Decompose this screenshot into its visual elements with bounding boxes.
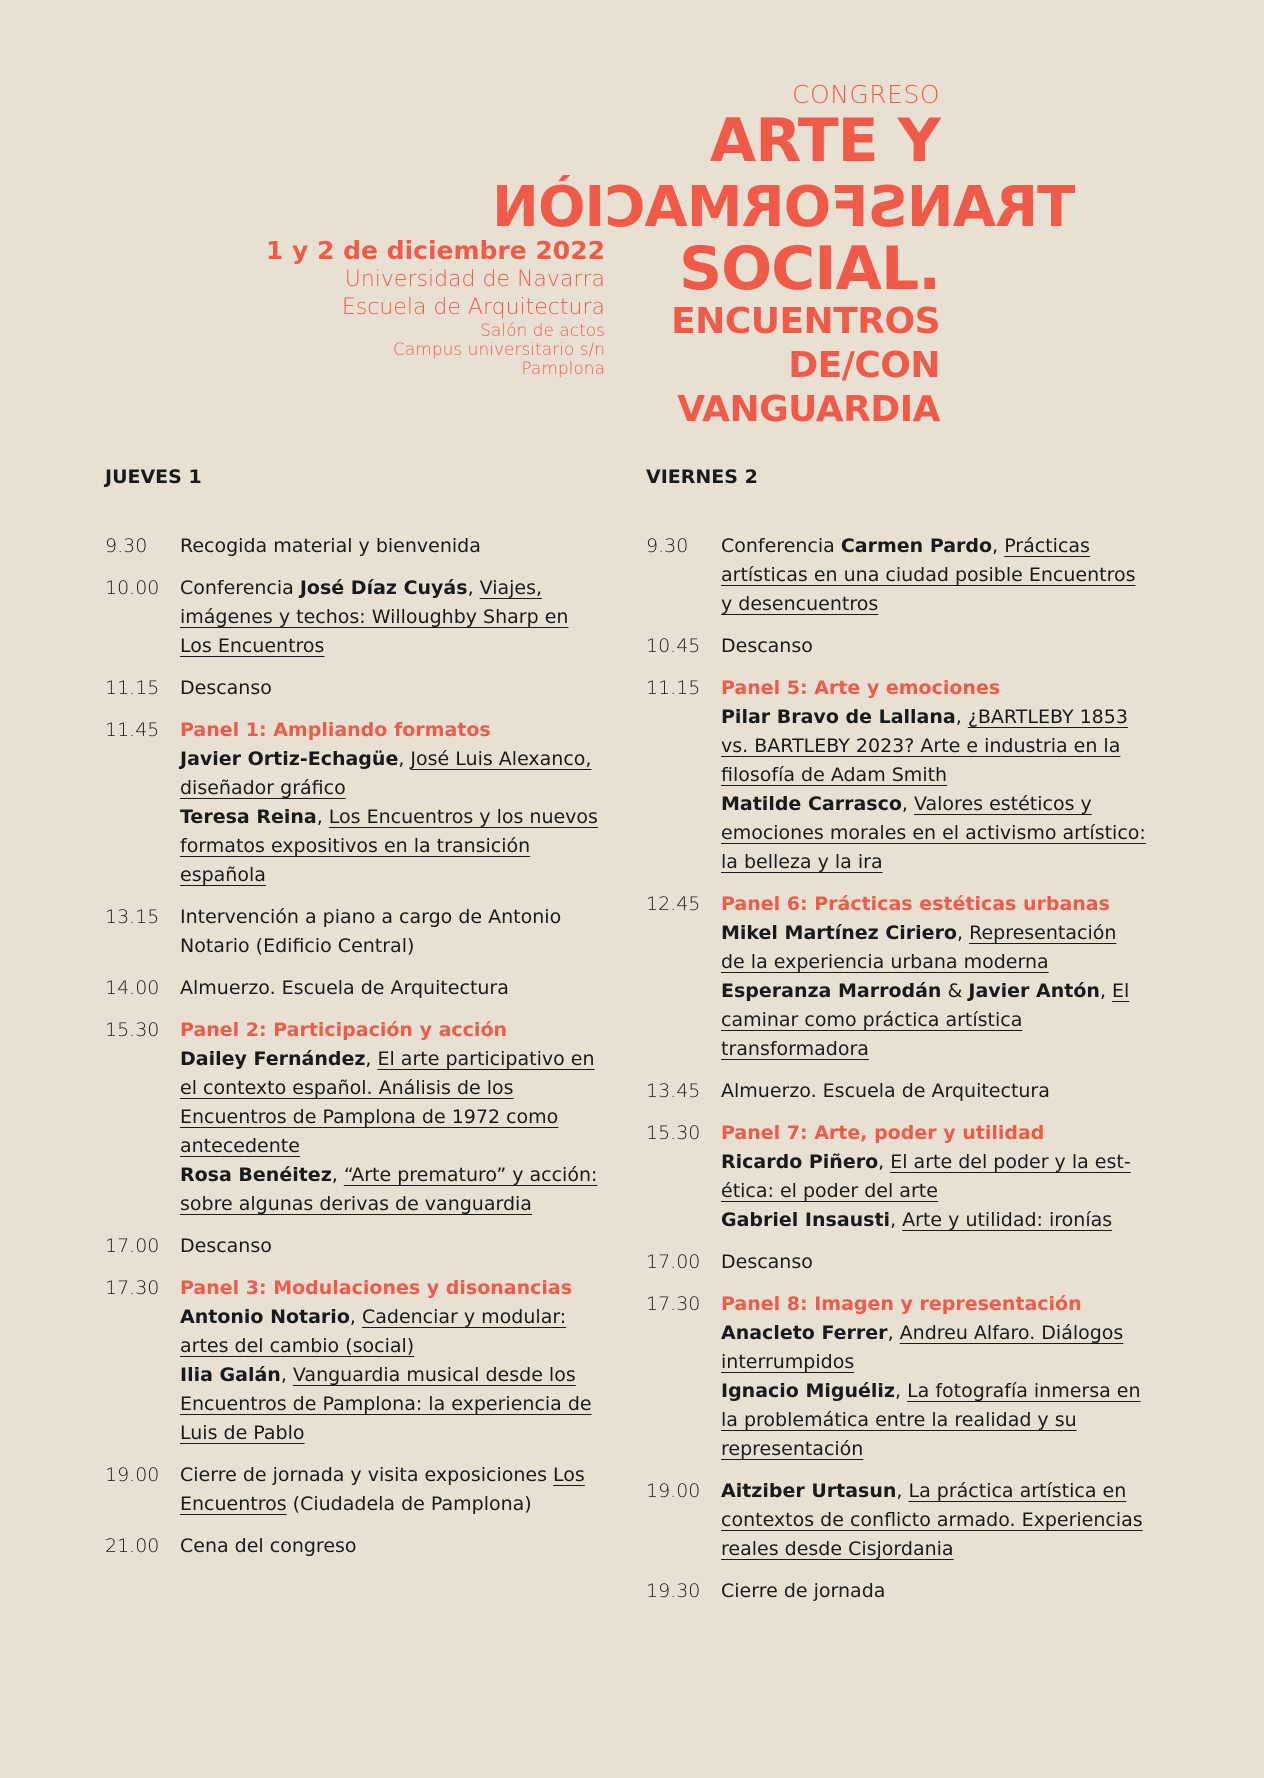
schedule-slot xyxy=(646,890,1146,1064)
panel-talk: Ignacio Miguéliz, La fotografía inmersa en la problemática entre la realidad y su representación xyxy=(721,1380,1141,1460)
slot-body xyxy=(180,1461,605,1519)
schedule-slot xyxy=(646,1077,1146,1106)
slot-text: Descanso xyxy=(180,677,272,699)
speaker-name: Ilia Galán xyxy=(180,1364,281,1386)
panel-title: Panel 5: Arte y emociones xyxy=(721,677,1001,699)
talk-title[interactable]: Cadenciar y modular: artes del cambio (social) xyxy=(180,1306,567,1357)
talk-title[interactable]: José Luis Alexanco, diseñador gráfico xyxy=(180,748,592,799)
speaker-name: Gabriel Insausti xyxy=(721,1209,891,1231)
speaker-name: Javier Antón xyxy=(968,980,1100,1002)
schedule-slot xyxy=(105,716,605,890)
venue-line-1: Universidad de Navarra xyxy=(344,267,605,292)
slot-body xyxy=(180,1016,605,1219)
panel-talk: Gabriel Insausti, Arte y utilidad: ironías xyxy=(721,1209,1113,1231)
slot-prefix: Cierre de jornada y visita exposiciones xyxy=(180,1464,554,1486)
panel-talk: Teresa Reina, Los Encuentros y los nuevos formatos expositivos en la transición española xyxy=(180,806,598,886)
slot-time: 13.15 xyxy=(105,906,160,928)
title-line-1: ARTE Y xyxy=(709,106,940,176)
address-line-1: Salón de actos xyxy=(480,321,605,341)
panel-title: Panel 8: Imagen y representación xyxy=(721,1293,1082,1315)
slot-body xyxy=(721,1119,1146,1235)
slot-body xyxy=(180,903,605,961)
slot-text: Descanso xyxy=(180,1235,272,1257)
panel-title: Panel 3: Modulaciones y disonancias xyxy=(180,1277,573,1299)
day-title: VIERNES 2 xyxy=(646,466,758,488)
slot-body xyxy=(180,1274,605,1448)
title-line-3: SOCIAL. xyxy=(678,234,940,304)
schedule-slot xyxy=(105,903,605,961)
mirrored-title-wrap xyxy=(370,175,1075,240)
slot-time: 21.00 xyxy=(105,1535,160,1557)
slot-prefix: Conferencia xyxy=(180,577,300,599)
speaker-name: Matilde Carrasco xyxy=(721,793,902,815)
slot-text: Descanso xyxy=(721,635,813,657)
speaker-name: José Díaz Cuyás xyxy=(299,577,468,599)
speaker-name: Carmen Pardo xyxy=(840,535,993,557)
schedule-slot xyxy=(105,1461,605,1519)
slot-body xyxy=(721,632,1146,661)
speaker-name: Aitziber Urtasun xyxy=(721,1480,897,1502)
slot-body xyxy=(180,1532,605,1561)
slot-time: 9.30 xyxy=(646,535,689,557)
slot-time: 15.30 xyxy=(105,1019,160,1041)
schedule-slot xyxy=(105,1232,605,1261)
slot-body: Conferencia Carmen Pardo, Prácticas artísticas en una ciudad posible Encuentros y desencuentros xyxy=(721,535,1136,615)
speaker-name: Mikel Martínez Ciriero xyxy=(721,922,957,944)
schedule-slot xyxy=(646,1119,1146,1235)
panel-talk: Ilia Galán, Vanguardia musical desde los Encuentros de Pamplona: la experiencia de Luis de Pablo xyxy=(180,1364,592,1444)
slot-time: 15.30 xyxy=(646,1122,701,1144)
slot-time: 11.45 xyxy=(105,719,160,741)
schedule-slot xyxy=(646,1248,1146,1277)
talk-title[interactable]: El arte del poder y la est-ética: el poder del arte xyxy=(721,1151,1131,1202)
panel-talk: Antonio Notario, Cadenciar y modular: artes del cambio (social) xyxy=(180,1306,567,1357)
panel-title: Panel 7: Arte, poder y utilidad xyxy=(721,1122,1045,1144)
slot-time: 11.15 xyxy=(105,677,160,699)
panel-title: Panel 6: Prácticas estéticas urbanas xyxy=(721,893,1110,915)
slot-time: 17.30 xyxy=(646,1293,701,1315)
slot-body xyxy=(721,890,1146,1064)
slot-body xyxy=(721,1577,1146,1606)
speaker-name: Anacleto Ferrer xyxy=(721,1322,888,1344)
event-date: 1 y 2 de diciembre 2022 xyxy=(265,236,605,265)
talk-title[interactable]: Andreu Alfaro. Diálogos interrumpidos xyxy=(721,1322,1124,1373)
schedule-list xyxy=(646,532,1146,1606)
speaker-name: Ricardo Piñero xyxy=(721,1151,879,1173)
slot-body xyxy=(721,1290,1146,1464)
slot-body xyxy=(721,1248,1146,1277)
slot-time: 10.00 xyxy=(105,577,160,599)
day-title: JUEVES 1 xyxy=(105,466,202,488)
slot-body: Conferencia José Díaz Cuyás, Viajes, imágenes y techos: Willoughby Sharp en Los Encuentros xyxy=(180,577,569,657)
title-block xyxy=(600,80,940,176)
speaker-joiner: & xyxy=(941,980,969,1002)
schedule-slot xyxy=(105,1532,605,1561)
slot-body: Aitziber Urtasun, La práctica artística en contextos de conflicto armado. Experiencias reales desde Cisjordania xyxy=(721,1480,1143,1560)
event-info xyxy=(240,236,605,379)
slot-text: Cierre de jornada xyxy=(721,1580,886,1602)
slot-body xyxy=(180,974,605,1003)
slot-body xyxy=(180,532,605,561)
panel-talk: Pilar Bravo de Lallana, ¿BARTLEBY 1853 vs. BARTLEBY 2023? Arte e industria en la filosofía de Adam Smith xyxy=(721,706,1128,786)
slot-time: 10.45 xyxy=(646,635,701,657)
panel-talk: Matilde Carrasco, Valores estéticos y emociones morales en el activismo artístico: la belleza y la ira xyxy=(721,793,1146,873)
panel-title: Panel 1: Ampliando formatos xyxy=(180,719,491,741)
talk-title[interactable]: ¿BARTLEBY 1853 vs. BARTLEBY 2023? Arte e industria en la filosofía de Adam Smith xyxy=(721,706,1128,786)
talk-title[interactable]: El arte participativo en el contexto español. Análisis de los Encuentros de Pamplona de 1972 como antecedente xyxy=(180,1048,595,1157)
slot-body xyxy=(721,1077,1146,1106)
slot-time: 17.00 xyxy=(646,1251,701,1273)
panel-talk: Javier Ortiz-Echagüe, José Luis Alexanco, diseñador gráfico xyxy=(180,748,592,799)
schedule-list xyxy=(105,532,605,1561)
schedule-slot xyxy=(646,1577,1146,1606)
subtitle-line-1: ENCUENTROS xyxy=(671,301,940,342)
talk-title[interactable]: El caminar como práctica artística transformadora xyxy=(721,980,1130,1060)
talk-title[interactable]: Prácticas artísticas en una ciudad posible Encuentros y desencuentros xyxy=(721,535,1136,615)
slot-text: Almuerzo. Escuela de Arquitectura xyxy=(721,1080,1050,1102)
panel-talk: Anacleto Ferrer, Andreu Alfaro. Diálogos interrumpidos xyxy=(721,1322,1124,1373)
speaker-name: Teresa Reina xyxy=(180,806,317,828)
slot-time: 17.30 xyxy=(105,1277,160,1299)
title-line-2-mirrored: TRANSFORMACIÒN xyxy=(492,175,1075,240)
slot-time: 13.45 xyxy=(646,1080,701,1102)
slot-body xyxy=(721,674,1146,877)
schedule-slot xyxy=(105,574,605,661)
panel-talk: Esperanza Marrodán & Javier Antón, El caminar como práctica artística transformadora xyxy=(721,980,1130,1060)
talk-title[interactable]: Viajes, imágenes y techos: Willoughby Sharp en Los Encuentros xyxy=(180,577,569,657)
exhibition-link[interactable]: Los Encuentros xyxy=(180,1464,585,1515)
day-friday xyxy=(646,462,1146,1619)
slot-time: 19.00 xyxy=(646,1480,701,1502)
talk-title[interactable]: Arte y utilidad: ironías xyxy=(902,1209,1113,1231)
schedule-slot xyxy=(105,1274,605,1448)
speaker-name: Javier Ortiz-Echagüe xyxy=(180,748,399,770)
slot-time: 17.00 xyxy=(105,1235,160,1257)
title-block-lower xyxy=(600,234,940,432)
talk-title[interactable]: Vanguardia musical desde los Encuentros de Pamplona: la experiencia de Luis de Pablo xyxy=(180,1364,592,1444)
schedule-slot xyxy=(105,674,605,703)
talk-title[interactable]: La fotografía inmersa en la problemática entre la realidad y su representación xyxy=(721,1380,1141,1460)
speaker-name: Rosa Benéitez xyxy=(180,1164,332,1186)
slot-text: Descanso xyxy=(721,1251,813,1273)
day-thursday xyxy=(105,462,605,1574)
schedule-slot xyxy=(646,532,1146,619)
speaker-name: Dailey Fernández xyxy=(180,1048,366,1070)
schedule-slot xyxy=(105,532,605,561)
panel-talk: Ricardo Piñero, El arte del poder y la est-ética: el poder del arte xyxy=(721,1151,1131,1202)
panel-talk: Dailey Fernández, El arte participativo en el contexto español. Análisis de los Encuentros de Pamplona de 1972 como antecedente xyxy=(180,1048,595,1157)
panel-talk: Mikel Martínez Ciriero, Representación de la experiencia urbana moderna xyxy=(721,922,1117,973)
schedule-slot xyxy=(646,632,1146,661)
panel-talk: Rosa Benéitez, “Arte prematuro” y acción: sobre algunas derivas de vanguardia xyxy=(180,1164,598,1215)
schedule-slot xyxy=(105,974,605,1003)
address-line-2: Campus universitario s/n xyxy=(393,340,605,360)
venue-line-2: Escuela de Arquitectura xyxy=(341,295,605,320)
slot-body xyxy=(180,1232,605,1261)
congress-kicker: CONGRESO xyxy=(792,80,940,109)
schedule-slot xyxy=(646,674,1146,877)
talk-title[interactable]: Los Encuentros y los nuevos formatos expositivos en la transición española xyxy=(180,806,598,886)
speaker-name: Antonio Notario xyxy=(180,1306,350,1328)
slot-suffix: (Ciudadela de Pamplona) xyxy=(286,1493,532,1515)
schedule-slot xyxy=(646,1290,1146,1464)
talk-title[interactable]: Valores estéticos y emociones morales en el activismo artístico: la belleza y la ira xyxy=(721,793,1146,873)
slot-time: 19.30 xyxy=(646,1580,701,1602)
slot-text: Cena del congreso xyxy=(180,1535,357,1557)
slot-body xyxy=(180,674,605,703)
address-line-3: Pamplona xyxy=(521,359,605,379)
subtitle-line-3: VANGUARDIA xyxy=(677,389,940,430)
speaker-name: Pilar Bravo de Lallana xyxy=(721,706,956,728)
panel-title: Panel 2: Participación y acción xyxy=(180,1019,508,1041)
speaker-name: Esperanza Marrodán xyxy=(721,980,942,1002)
slot-prefix: Conferencia xyxy=(721,535,841,557)
slot-text: Recogida material y bienvenida xyxy=(180,535,481,557)
speaker-name: Ignacio Miguéliz xyxy=(721,1380,895,1402)
slot-body xyxy=(180,716,605,890)
schedule-slot xyxy=(105,1016,605,1219)
schedule-slot xyxy=(646,1477,1146,1564)
slot-text: Almuerzo. Escuela de Arquitectura xyxy=(180,977,509,999)
slot-text: Intervención a piano a cargo de Antonio Notario (Edificio Central) xyxy=(180,906,562,957)
slot-time: 11.15 xyxy=(646,677,701,699)
talk-title[interactable]: Representación de la experiencia urbana moderna xyxy=(721,922,1117,973)
slot-time: 9.30 xyxy=(105,535,148,557)
slot-time: 12.45 xyxy=(646,893,701,915)
slot-time: 14.00 xyxy=(105,977,160,999)
talk-title[interactable]: La práctica artística en contextos de conflicto armado. Experiencias reales desde Cisjordania xyxy=(721,1480,1143,1560)
subtitle-line-2: DE/CON xyxy=(788,345,940,386)
slot-time: 19.00 xyxy=(105,1464,160,1486)
talk-title[interactable]: “Arte prematuro” y acción: sobre algunas derivas de vanguardia xyxy=(180,1164,598,1215)
